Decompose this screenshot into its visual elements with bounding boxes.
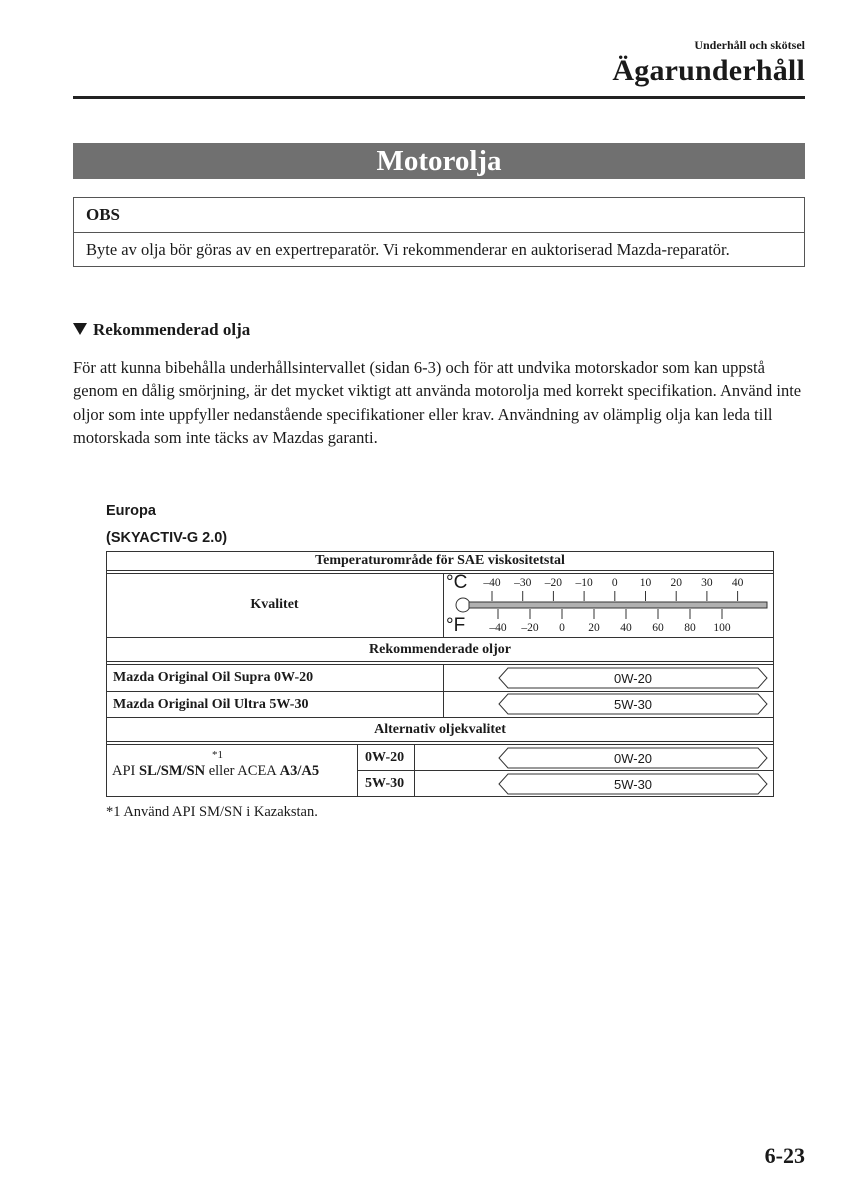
notice-label: OBS xyxy=(74,198,804,233)
fahrenheit-tick-label: 80 xyxy=(684,622,696,634)
fahrenheit-tick-label: –20 xyxy=(521,622,539,634)
recommended-paragraph: För att kunna bibehålla underhållsintervallet (sidan 6-3) och för att undvika motorskador som kan uppstå genom en dålig smörjning, är det mycket viktigt att använda motorolja med korrekt specifikation. Använd inte oljor som inte uppfyller nedanstående specifikationer eller krav. Användning av olämplig olja kan leda till motorskada som inte täcks av Mazdas garanti. xyxy=(73,358,802,447)
api-prefix: API xyxy=(112,763,139,779)
alt-viscosity: 5W-30 xyxy=(365,775,405,791)
celsius-tick-label: –10 xyxy=(575,577,593,589)
thermometer-bulb xyxy=(456,598,470,612)
page-number: 6-23 xyxy=(764,1143,805,1168)
celsius-tick-label: 40 xyxy=(731,577,744,589)
notice-box xyxy=(73,197,805,267)
celsius-tick-marks xyxy=(492,591,738,601)
range-arrow-label: 5W-30 xyxy=(613,696,653,712)
chapter-title: Ägarunderhåll xyxy=(612,54,805,87)
footnote: *1 Använd API SM/SN i Kazakstan. xyxy=(106,804,318,820)
recommended-oil-name: Mazda Original Oil Ultra 5W-30 xyxy=(113,696,309,712)
section-title: Underhåll och skötsel xyxy=(694,38,805,52)
row-divider xyxy=(106,661,774,662)
celsius-tick-label: 0 xyxy=(611,577,618,589)
table-header: Temperaturområde för SAE viskositetstal xyxy=(315,553,565,568)
recommended-oils-header: Rekommenderade oljor xyxy=(369,641,511,657)
oil-viscosity-table xyxy=(106,551,774,797)
fahrenheit-tick-label: –40 xyxy=(489,622,507,634)
row-divider xyxy=(357,770,774,771)
fahrenheit-unit: °F xyxy=(446,615,466,636)
region-label: Europa xyxy=(106,503,156,519)
range-arrow-label: 0W-20 xyxy=(613,670,653,686)
fahrenheit-tick-label: 0 xyxy=(559,622,565,634)
acea-grades: A3/A5 xyxy=(279,763,320,779)
quality-label: Kvalitet xyxy=(250,597,299,612)
fahrenheit-tick-label: 100 xyxy=(713,622,731,634)
notice-text: Byte av olja bör göras av en expertreparatör. Vi rekommenderar en auktoriserad Mazda-reparatör. xyxy=(86,240,730,259)
row-divider xyxy=(106,744,774,745)
alternative-quality-header: Alternativ oljekvalitet xyxy=(374,721,506,737)
celsius-tick-label: 30 xyxy=(701,577,713,589)
celsius-unit: °C xyxy=(446,572,468,593)
triangle-down-icon xyxy=(73,323,87,335)
recommended-heading-text: Rekommenderad olja xyxy=(93,320,251,339)
footnote-mark: *1 xyxy=(212,749,223,761)
range-arrow-label: 0W-20 xyxy=(613,750,653,766)
api-middle: eller ACEA xyxy=(205,763,280,779)
engine-label: (SKYACTIV-G 2.0) xyxy=(106,530,228,546)
header-rule xyxy=(73,96,805,99)
topic-banner: Motorolja xyxy=(73,143,805,179)
celsius-tick-label: 10 xyxy=(639,577,652,589)
thermometer-tube xyxy=(469,602,767,608)
col-divider xyxy=(414,744,415,797)
row-divider xyxy=(106,741,774,742)
celsius-tick-label: –40 xyxy=(483,577,501,589)
celsius-tick-label: –30 xyxy=(514,577,532,589)
recommended-heading xyxy=(73,320,250,340)
fahrenheit-tick-labels xyxy=(488,622,731,634)
alt-api-spec xyxy=(112,763,319,780)
range-arrow-label: 5W-30 xyxy=(613,776,653,792)
temperature-scale xyxy=(444,574,772,636)
col-divider xyxy=(443,664,444,717)
fahrenheit-tick-marks xyxy=(498,609,722,619)
alt-viscosity: 0W-20 xyxy=(365,749,405,765)
api-grades: SL/SM/SN xyxy=(139,763,206,779)
fahrenheit-tick-label: 60 xyxy=(652,622,664,634)
fahrenheit-tick-label: 20 xyxy=(588,622,600,634)
celsius-tick-label: 20 xyxy=(670,577,682,589)
celsius-tick-labels xyxy=(482,577,743,589)
col-divider xyxy=(357,744,358,797)
fahrenheit-tick-label: 40 xyxy=(620,622,632,634)
recommended-oil-name: Mazda Original Oil Supra 0W-20 xyxy=(113,670,314,685)
celsius-tick-label: –20 xyxy=(544,577,563,589)
table-border-bottom xyxy=(106,796,774,797)
table-border-right xyxy=(773,551,774,797)
